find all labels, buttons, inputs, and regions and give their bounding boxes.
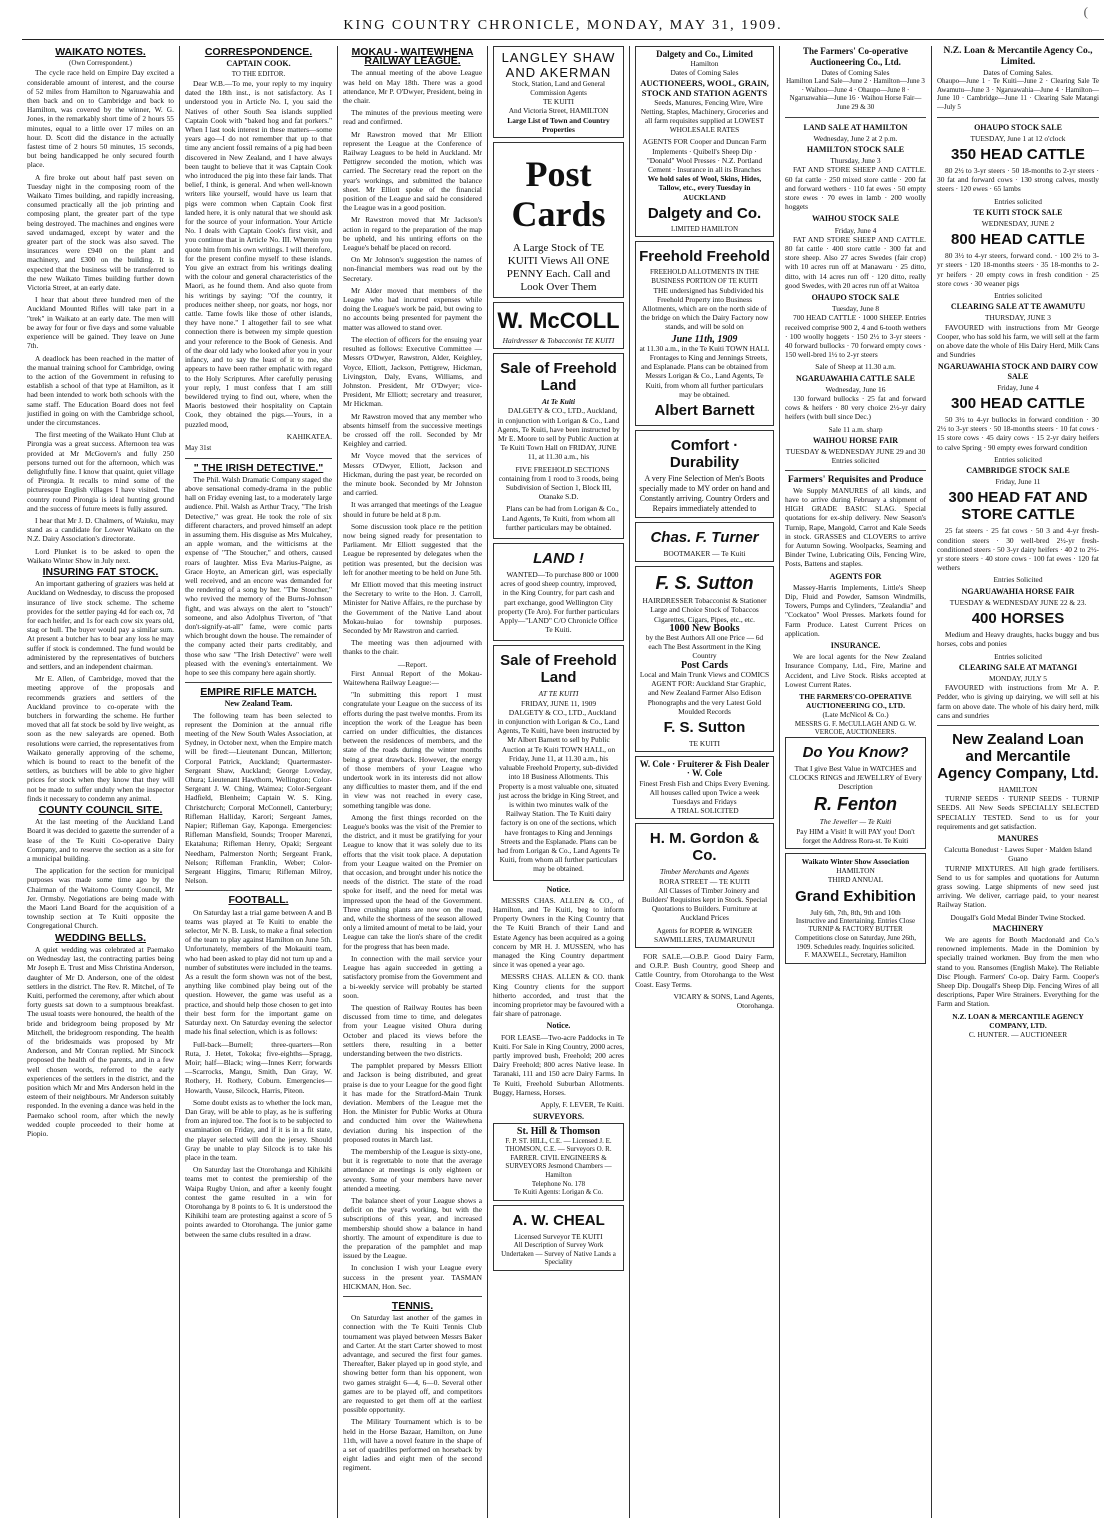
ad-text: Large List of Town and Country Properties: [507, 115, 610, 134]
divider: [185, 682, 332, 683]
paragraph: On Saturday last another of the games in connection with the Te Kuiti Tennis Club tournament was played between Messrs Baker and Carter. At the start Carter showed to most advantage, and secured the first four games. Thereafter, Baker played up in good style, and showing better form than his opponent, won two games straight 6—4, 6—0. Several other games are to be played off, and competitors are requested to get them off at the earliest possible opportunity.: [343, 1313, 482, 1415]
ad-text: FOR LEASE—Two-acre Paddocks in Te Kuiti. For Sale in King Country, 2000 acres, partly improved bush, Freehold; 200 acres Dairy Freehold; 800 acres Native lease. In Taranaki, 111 and 150 acre Dairy Farms. In Te Kuiti, Freehold Suburban Allotments. Buggy, Harness, Horses.: [493, 1032, 624, 1097]
paragraph: First Annual Report of the Mokau-Waitewhena Railway League:—: [343, 668, 482, 687]
ad-comfort-durability: [635, 430, 774, 518]
paragraph: Mr Rawstron moved that any member who absents himself from the successive meetings be crossed off the roll. Seconded by Mr Keighley and carried.: [343, 411, 482, 449]
paragraph: Among the first things recorded on the League's books was the visit of the Premier to the district, and it must be gratifying for your League to know that it was solely due to its efforts that the visit took place. A deputation from your League waited on the Premier on that occasion, and brought under his notice the needs of the district. The state of the road spoke for itself, and the need for metal was impressed upon the head of the Government. Three crushing plants are now on the road, and, while the shortness of the season allowed only a limited amount of metal to be laid, your League can take the lion's share of the credit for the progress that has been made.: [343, 812, 482, 951]
ad-title: W. Cole · Fruiterer & Fish Dealer · W. Cole: [639, 759, 770, 779]
ad-title: LANGLEY SHAW AND AKERMAN: [501, 50, 616, 80]
ad-text: MESSRS CHAS. ALLEN & CO. thank King Country clients for the support hitherto accorded, and trust that the incoming proprietor may be favoured with a fair share of patronage.: [493, 972, 624, 1019]
head-count: 350 HEAD CATTLE: [951, 145, 1085, 163]
ad-turner: [635, 522, 774, 562]
ad-langley-shaw: [493, 46, 624, 138]
ad-text: Wednesday, June 2 at 2 p.m.: [813, 133, 898, 143]
ad-title: R. Fenton: [814, 794, 897, 815]
paragraph: The cycle race held on Empire Day excited a considerable amount of interest, and the course of 52 miles from Hamilton to Ngaruawahia and then back and on to Cambridge and back to Hamilton, was covered by the winner, W. G. Jones, in the remarkably short time of 2 hours 55 minutes, equal to a little over 17 miles on an hour. D. Scott did the distance in the actually fastest time of 2 hours 50 minutes, 15 seconds, but being handicapped he only secured fourth place.: [27, 68, 174, 170]
ad-text: Medium and Heavy draughts, hacks buggy and bus horses, cobs and ponies: [937, 630, 1099, 649]
headline-tennis: TENNIS.: [391, 1300, 434, 1312]
ad-text: That I give Best Value in WATCHES and CLOCKS RINGS and JEWELLRY of Every Description: [789, 763, 922, 792]
ad-text: The Jeweller — Te Kuiti: [819, 817, 892, 827]
ad-fenton: [785, 737, 926, 849]
ad-text: We are agents for Booth Macdonald and Co.'s renowned implements. Made in the Dominion by specially trained workmen. Buy from the men who stand to you. Ransomes (English Make). The Reliable Disc Plough. Farmers' Co-op. Dairy Farm. Cooper's Sheep Dip. Dougall's Sheep Dip. Fencing Wires of all descriptions, Paper Wire Strainers. Everything for the Farm and Station.: [937, 934, 1099, 1009]
ad-text: (Late McNicol & Co.): [822, 710, 889, 720]
notice-heading: Notice.: [546, 884, 571, 894]
paragraph: Full-back—Burnell; three-quarters—Ron Ruta, J. Hetet, Tokoka; five-eighths—Spragg, Moir; half—Black; wing—Innes Kerr; forwards—Scarrocks, Mangu, Smith, Dan Gray, W. Rothery, H. Rothery, Coburn. Emergencies—Howarth, Vause, Silcock, Harris, Piteon.: [185, 1039, 332, 1095]
ad-text: F. MAXWELL, Secretary, Hamilton: [804, 951, 907, 960]
sale-heading: NGARUAWAHIA CATTLE SALE: [796, 373, 915, 383]
ad-text: LIMITED HAMILTON: [670, 224, 739, 233]
ad-text: TUESDAY, June 1 at 12 o'clock: [970, 133, 1066, 143]
ad-text: TE KUITI: [543, 97, 574, 107]
headline-railway-league: MOKAU - WAITEWHENA RAILWAY LEAGUE.: [351, 46, 474, 68]
paragraph: A quiet wedding was celebrated at Paemako on Wednesday last, the contracting parties being Mr Joseph E. Trust and Miss Christina Anderson, daughter of Mr D. Anderson, one of the oldest settlers in the district. The Rev. R. Mitchel, of Te Kuiti, performed the ceremony, after which about forty guests sat down to a sumptuous breakfast. The usual toasts were honoured, the health of the bride and bridegroom being proposed by Mr Mitchell, the bridegroom responding. The health of the bridesmaids was proposed by Mr Anderson, and Mr Conran replied. Mr Sincock proposed the health of the parents, and in a few well chosen words, referred to the early experiences of the settlers in the district, and the position which Mr and Mrs Anderson held in the esteem of their neighbours. Mr Anderson suitably responded. In the evening a dance was held in the Paemako school room, after which the newly wedded couple proceeded to their home at Piopio.: [27, 944, 174, 1138]
divider: [343, 1296, 482, 1297]
ad-text: Post Cards: [681, 659, 728, 671]
paragraph: "In submitting this report I must congratulate your League on the success of its efforts during the past twelve months. From its inception the work of the League has been carried on under difficulties, the distances between the residences of members, and the state of the roads during the winter months being a great drawback. However, the energy of those members of your League who undertook work in its interests did not allow any difficulties to master them, and if the end in view was not reached in every case, something tangible was done.: [343, 690, 482, 810]
sale-heading: CAMBRIDGE STOCK SALE: [966, 466, 1070, 476]
ad-text: FAT AND STORE SHEEP AND CATTLE. 80 fat cattle · 400 store cattle · 300 fat and store sheep. Also 27 acres Swedes (fair crop) with 10 acres run off at Manawaru · 25 ditto, ditto, with 14 acres run off · 120 ditto, really good Swedes, with 20 acres run off at Waitoa: [785, 234, 926, 290]
ad-text: AGENTS FOR Cooper and Duncan Farm Implements · Quibell's Sheep Dip · "Donald" Wool Presses · N.Z. Portland Cement · Insurance in all its Branches: [642, 137, 767, 175]
ad-text: Pay HIM a Visit! It will PAY you! Don't forget the Address Rora-st. Te Kuiti: [796, 826, 915, 845]
ad-title: Grand Exhibition: [795, 887, 916, 905]
ad-text: Plans can be had from Lorigan & Co., Land Agents, Te Kuiti, from whom all further particulars may be obtained.: [501, 504, 619, 532]
ad-text: TURNIP SEEDS · TURNIP SEEDS · TURNIP SEEDS. All New Seeds SPECIALLY SELECTED SPECIALLY TESTED. Send to us for your requirements and get satisfaction.: [937, 794, 1099, 831]
corner-mark: (: [1083, 4, 1088, 19]
paragraph: On Mr Johnson's suggestion the names of non-financial members was read out by the Secretary.: [343, 255, 482, 283]
ad-text: FREEHOLD ALLOTMENTS IN THE BUSINESS PORTION OF TE KUITI: [650, 268, 759, 286]
ad-title: N.Z. LOAN & MERCANTILE AGENCY COMPANY, LTD.: [952, 1011, 1084, 1030]
headline-football: FOOTBALL.: [228, 894, 289, 907]
ad-text: July 6th, 7th, 8th, 9th and 10th: [810, 907, 901, 917]
ad-title: The Farmers' Co-operative Auctioneering Co., Ltd.: [803, 46, 908, 67]
ad-title: Chas. F. Turner: [650, 529, 759, 547]
column-5: [630, 46, 780, 1518]
ad-title: Albert Barnett: [654, 402, 755, 420]
ad-text: Telephone No. 178: [531, 1179, 586, 1188]
ad-text: Sale 11 a.m. sharp: [828, 424, 883, 434]
ad-title: LAND !: [533, 550, 584, 568]
ad-text: Thursday, June 3: [830, 156, 881, 166]
masthead: KING COUNTRY CHRONICLE, MONDAY, MAY 31, 1909.: [22, 8, 1104, 40]
sale-heading: CLEARING SALE AT TE AWAMUTU: [950, 302, 1086, 312]
paragraph: The membership of the League is sixty-one, but it is regrettable to note that the average attendance at meetings is only eighteen or seventy. Some of your members have never attended a meeting.: [343, 1146, 482, 1193]
paragraph: The following team has been selected to represent the Dominion at the annual rifle meeting of the New South Wales Association, at Sydney, in October next, when the Empire match will be fired:—Lieutenant Duncan, Millerton; Corporal Patrick, Auckland; Quartermaster-Sergeant Shaw, Auckland; George Loveday, Ohura; Lieutenant Hawthorn, Wellington; Color-Sergeant J. W. Ching, Waimea; Color-Sergeant Hadfield, Blenheim; Captain W. S. King, Christchurch; Corporal McConnell, Canterbury; Rifleman Halliday, Karori; Sergeant James, Napier; Rifleman Gay, Kaponga. Emergencies: Rifleman Mansfield, Sounds; Trooper Marenzi, Ekatahuna; Rifleman Henry, Opaki; Sergeant Needham, Palmerston North; Sergeant Frank, Nelson; Rifleman Franklin, Weber; Color-Sergeant Higgins, Timaru; Rifleman Milroy, Nelson.: [185, 710, 332, 886]
paragraph: Some discussion took place re the petition now being signed ready for presentation to Parliament. Mr Elliott suggested that the League be represented by delegates when the petition was presented, but the decision was left for another meeting to be held on June 5th.: [343, 521, 482, 577]
sale-heading: LAND SALE AT HAMILTON: [803, 122, 908, 132]
ad-text: 80 2½ to 3-yr steers · 50 18-months to 2-yr steers · 30 fat and forward cows · 130 strong calves, mostly steers · 120 ewes · 65 lambs: [937, 165, 1099, 194]
ad-text: Hairdresser & Tobacconist TE KUITI: [502, 336, 615, 345]
ad-text: DALGETY & CO., LTD., Auckland in conjunction with Lorigan & Co., Land Agents, Te Kuiti, have been instructed by Mr Albert Barnett to sell by Public Auction at Te Kuiti TOWN HALL, on Friday, June 11, at 11.30 a.m., his valuable Freehold Property, sub-divided into 18 Business Allotments. This Property is a most valuable one, situated just across the bridge in King Street, and is within two minutes walk of the Railway Station. The Te Kuiti dairy factory is on one of the sections, which have frontages to King and Jennings Streets and the Esplanade. Plans can be had from Lorigan & Co., Land Agents Te Kuiti, from whom all further particulars may be obtained.: [497, 707, 620, 874]
ad-mccoll: [493, 302, 624, 349]
paragraph: Mr Voyce moved that the services of Messrs O'Dwyer, Elliott, Jackson and Hickman, during the past year, be recorded on the minute book. Seconded by Mr Johnston and carried.: [343, 451, 482, 498]
sale-heading: INSURANCE.: [830, 640, 881, 650]
ad-text: Calcutta Bonedust · Lawes Super · Malden Island Guano: [944, 845, 1092, 864]
ad-sutton: [635, 566, 774, 752]
ad-text: TE KUITI: [689, 738, 720, 748]
headline-wedding-bells: WEDDING BELLS.: [55, 931, 146, 944]
ad-text: by the Best Authors All one Price — 6d each The Best Assortment in the King Country: [645, 633, 764, 661]
ad-text: DALGETY & CO., LTD., Auckland, in conjunction with Lorigan & Co., Land Agents, Te Kuiti, have been instructed by Mr E. Moore to sell by Public Auction at Te Kuiti Town Hall on FRIDAY, JUNE 11, at 11.30 a.m., his: [497, 406, 620, 462]
head-count: 300 HEAD FAT AND STORE CATTLE: [948, 489, 1088, 524]
paragraph: The balance sheet of your League shows a deficit on the year's working, but with the subscriptions of this year, and increased membership should show a balance in hand shortly. The amount of expenditure is due to the preparation of the pamphlet and map issued by the League.: [343, 1195, 482, 1261]
signature: VICARY & SONS, Land Agents, Otorohanga.: [673, 991, 774, 1010]
head-count: 300 HEAD CATTLE: [951, 395, 1085, 413]
ad-text: June 11th, 1909: [671, 333, 738, 345]
ad-text: Entries solicited: [994, 196, 1042, 206]
ad-text: Agents for ROPER & WINGER SAWMILLERS, TAUMARUNUI: [654, 925, 755, 944]
ad-title: Dalgety and Co.: [647, 204, 762, 222]
paragraph: The application for the section for municipal purposes was made some time ago by the Chairman of the Waitomo County Council, Mr Jer. Ormsby. Negotiations are being made with the Maori Land Board for the acquisition of a township section at Te Kuiti opposite the Congregational Church.: [27, 866, 174, 931]
ad-text: 1000 New Books: [669, 622, 740, 634]
ad-text: HAMILTON: [998, 784, 1038, 794]
headline-correspondence: CORRESPONDENCE.: [204, 46, 313, 58]
ad-text: F. P. ST. HILL, C.E. — Licensed J. E. THOMSON, C.E. — Surveyors O. R. FARRER. CIVIL ENGINEERS & SURVEYORS Jesmond Chambers — Hamilton: [505, 1136, 612, 1179]
ad-title: Farmers' Requisites and Produce: [787, 475, 924, 486]
divider: [785, 117, 926, 118]
ad-text: Licensed Surveyor TE KUITI: [514, 1231, 603, 1241]
headline-rifle-match: EMPIRE RIFLE MATCH.: [200, 686, 317, 699]
ad-text: AUCTIONEERS, WOOL, GRAIN, STOCK AND STATION AGENTS: [640, 77, 769, 98]
ad-cheal: [493, 1205, 624, 1271]
divider: [937, 725, 1099, 726]
ad-text: We Supply MANURES of all kinds, and have to arrive during February a shipment of HIGH GRADE BASIC SLAG. Special quotations for ex-ship delivery. New Season's Turnip, Rape, Mangold, Carrot and Kale Seeds in stock. GRASSES and CLOVERS to arrive for Autumn Sowing. Woolpacks, Seaming and Binder Twine, Lubricating Oils, Fencing Wire, Posts, Battens and staples.: [785, 485, 926, 569]
ad-text: 130 forward bullocks · 25 fat and forward cows & heifers · 80 very choice 2½-yr dairy heifers (with bull since Dec.): [785, 394, 926, 422]
paragraph: The meeting was then adjourned with thanks to the chair.: [343, 638, 482, 657]
ad-text: Hamilton: [690, 59, 719, 69]
salutation: TO THE EDITOR.: [231, 70, 286, 79]
subheading: CAPTAIN COOK.: [226, 59, 291, 69]
ad-text: Friday, June 4: [834, 225, 877, 235]
sale-heading: NGARUAWAHIA STOCK AND DAIRY COW SALE: [937, 362, 1099, 381]
paragraph: Mr Alder moved that members of the League who had incurred expenses while doing the League's work be paid, but owing to no accounts being presented for payment the matter was allowed to stand over.: [343, 285, 482, 332]
ad-title: N.Z. Loan & Mercantile Agency Co., Limited.: [943, 46, 1093, 67]
sale-heading: MACHINERY: [992, 923, 1044, 933]
letter-date: May 31st: [185, 443, 212, 452]
ad-text: Local and Main Trunk Views and COMICS: [639, 669, 770, 679]
ad-text: THIRD ANNUAL: [827, 875, 884, 885]
ad-text: FAVOURED with instructions from Mr A. P. Pedder, who is giving up dairying, we will sell at his farm on above date. The whole of his dairy herd, milk cans and sundries: [937, 683, 1099, 720]
ad-text: RORA STREET — TE KUITI: [659, 876, 750, 886]
ad-text: FIVE FREEHOLD SECTIONS containing from 1 rood to 3 roods, being Subdivision of Section 1, Block III, Otanake S.D.: [498, 464, 619, 502]
ad-text: MESSRS CHAS. ALLEN & CO., of Hamilton, and Te Kuiti, beg to inform Property Owners in the King Country that the Te Kuiti Branch of their Land and Estate Agency has been acquired as a going concern by MR H. J. MUSSEN, who has managed the King Country department since it was opened a year ago.: [493, 895, 624, 970]
column-3: [338, 46, 488, 1518]
sale-heading: MANURES: [997, 833, 1039, 843]
paragraph: A deadlock has been reached in the matter of the manual training school for Cambridge, owing to the action of the Government in refusing to establish a school of that type at Hamilton, as it had been intended to work both schools with the same staff. The Education Board does not feel justified in going on with the Cambridge school, under the circumstances.: [27, 353, 174, 427]
ad-text: All Classes of Timber Joinery and Builders' Requisites kept in Stock. Special Quotations to Builders. Furniture at Auckland Prices: [641, 885, 768, 923]
ad-text: TURNIP MIXTURES. All high grade fertilisers. Send to us for samples and quotations for Autumn grass sowing. Large shipments of new seed just arriving. We deliver, carriage paid, to your nearest Railway Station.: [937, 863, 1099, 910]
ad-text: MESSRS G. F. McCULLAGH AND G. W. VERCOE, AUCTIONEERS.: [794, 719, 917, 737]
byline: (Own Correspondent.): [69, 59, 132, 68]
paragraph: I hear that Mr J. D. Chalmers, of Waiuku, may stand as a candidate for Lower Waikato on the N.Z. Dairy Association's directorate.: [27, 515, 174, 544]
paragraph: In conclusion I wish your League every success in the present year. TASMAN HICKMAN, Hon. Sec.: [343, 1263, 482, 1291]
paragraph: A fire broke out about half past seven on Tuesday night in the composing room of the Waikato Times building, and rapidly increasing, consumed practically all the job printing and composing plant, the greater part of the type being destroyed. The machines and engines were saved undamaged, except by water and the greater part of the stock was also saved. The insurances were £940 on the plant and machinery, and £300 on the building. It is expected that the business will be transferred to the new Waikato Times building further down Victoria Street, at an early date.: [27, 172, 174, 293]
ad-freehold-allotments: [635, 241, 774, 426]
column-7: [932, 46, 1104, 1518]
ad-text: FRIDAY, JUNE 11, 1909: [520, 698, 597, 708]
sale-heading: OHAUPO STOCK SALE: [974, 122, 1062, 132]
signature: KAHIKATEA.: [286, 431, 332, 441]
ad-text: All Description of Survey Work Undertaken — Survey of Native Lands a Speciality: [501, 1240, 616, 1267]
ad-text: 50 3½ to 4-yr bullocks in forward condition · 30 2½ to 3-yr steers · 50 18-months steers · 10 fat cows · 15 store cows · 45 dairy cows · 15 2-yr dairy heifers to calve Spring · 90 empty ewes forward condition: [937, 415, 1099, 452]
ad-text: At Te Kuiti: [542, 397, 575, 407]
sale-heading: TE KUITI STOCK SALE: [973, 207, 1063, 217]
sale-heading: WAIHOU STOCK SALE: [812, 214, 899, 224]
ad-text: 700 HEAD CATTLE · 1000 SHEEP. Entries received comprise 900 2, 4 and 6-tooth wethers · 100 woolly hoggets · 150 2½ to 3-yr steers · 40 forward bullocks · 70 forward empty cows · 150 well-bred 1½ to 2-yr steers: [785, 313, 926, 360]
ad-freehold-land: [493, 353, 624, 539]
paragraph: Mr Elliott moved that this meeting instruct the Secretary to write to the Hon. J. Carroll, Minister for Native Affairs, re the purchase by the Government of the Native Land about Mokau-huiao for township purposes. Seconded by Mr Rawstron and carried.: [343, 579, 482, 635]
paragraph: On Saturday last a trial game between A and B teams was played at Te Kuiti to enable the selector, Mr N. B. Lusk, to make a final selection of the team to play against Hamilton on June 5th. Unfortunately, members of the Mokauiti team, who had been asked to play did not turn up and a number of substitutes were included in the teams. As a result the form shown was not of the best, anything like combined play being out of the question. However, the game was useful as a practice, and should help those chosen to get into their best form for the important game on Saturday next. On Saturday evening the selector made his final selection, which is as follows:: [185, 907, 332, 1037]
ad-text: Entries solicited: [994, 454, 1042, 464]
ad-title: Sale of Freehold Land: [500, 652, 617, 687]
ad-text: Ohaupo—June 1 · Te Kuiti—June 2 · Clearing Sale Te Awamutu—June 3 · Ngaruawahia—June 4 · Hamilton—June 10 · Cambridge—June 11 · Clearing Sale Matangi—July 5: [937, 77, 1099, 111]
sale-heading: HAMILTON STOCK SALE: [806, 144, 905, 154]
columns: [22, 46, 1104, 1518]
headline-council-site: COUNTY COUNCIL SITE.: [38, 804, 163, 817]
ad-text: HAMILTON: [836, 866, 875, 876]
ad-text: BOOTMAKER — Te Kuiti: [663, 549, 746, 559]
paragraph: An important gathering of graziers was held at Auckland on Wednesday, to discuss the proposed insurance of live stock scheme. The scheme provides for the settler paying 4d for each ox, 7d for each heifer, and 1s for each cow six years old, stag or bull. The buyer would pay a similar sum. At present a butcher has to bear any loss he may suffer if stock is condemned. The fund would be administered by the representatives of butchers and settlers, and an independent chairman.: [27, 579, 174, 671]
ad-text: Entries solicited: [994, 651, 1042, 661]
ad-text: A TRIAL SOLICITED: [670, 806, 739, 816]
ad-title: A. W. CHEAL: [512, 1211, 605, 1229]
ad-text: Sale of Sheep at 11.30 a.m.: [815, 362, 896, 372]
ad-cole: [635, 756, 774, 819]
ad-text: TUESDAY & WEDNESDAY JUNE 29 and 30: [785, 447, 926, 457]
ad-text: at 11.30 a.m., in the Te Kuiti TOWN HALL: [639, 343, 770, 353]
paragraph: At the last meeting of the Auckland Land Board it was decided to gazette the surrender of a lease of the Te Kuiti Co-operative Dairy Company, and to reserve the section as a site for a municipal building.: [27, 817, 174, 864]
paragraph: Lord Plunket is to be asked to open the Waikato Winter Show in July next.: [27, 546, 174, 565]
ad-text: 80 3½ to 4-yr steers, forward cond. · 100 2½ to 3-yr steers · 120 18-months steers · 35 18-months to 2-yr heifers · 20 empty cows in fresh condition · 25 store cows · 30 weaner pigs: [937, 251, 1099, 288]
ad-text: We are local agents for the New Zealand Insurance Company, Ltd., Fire, Marine and Accident, and Live Stock. Risks accepted at Lowest Current Rates.: [785, 652, 926, 689]
ad-text: MONDAY, JULY 5: [989, 673, 1047, 683]
ad-text: And Victoria Street, HAMILTON: [508, 106, 609, 116]
paragraph: The Phil. Walsh Dramatic Company staged the above sensational comedy-drama in the public hall on Friday evening last, to a moderately large audience. Phil. Walsh as Arthur Tracy, "The Irish Detective," was great. He took the role of six different characters, and proved himself an adept in assuming them. His disguise as Mrs Mulcahey, an apple woman, and the witticisms at the expense of "The Stoucher," and others, caused roars of laughter. Miss Eva Marius-Paigne, as Grace Hoyte, an American girl, was especially well received, and an encore was demanded for the rendering of a song by her. "The Stoucher," who revived the memory of the Burns-Johnson fight, and was always on the alert to "stouch" someone, and also Adolphus Tiverton, of "that don't-signify-at-all" fame, were comic parts which brought down the house. The remainder of the company acted their parts creditably, and those who saw "The Irish Detective" were well pleased with the evening's entertainment. We hope to see this company here again shortly.: [185, 474, 332, 677]
ad-title: Post Cards: [511, 154, 606, 234]
ad-text: Tuesday, June 8: [831, 304, 880, 314]
headline-fat-stock: INSURING FAT STOCK.: [42, 565, 159, 578]
ad-title: THE FARMERS'CO-OPERATIVE AUCTIONEERING CO., LTD.: [799, 691, 912, 711]
ad-winter-show: [785, 853, 926, 964]
paragraph: Some doubt exists as to whether the lock man, Dan Gray, will be able to play, as he is suffering from an injured toe. The foot is to be subjected to examination on Friday, and if it is in a fit state, the player selected will don the jersey. Should Gray be unable to play Silcock is to take his place in the team.: [185, 1097, 332, 1162]
ad-text: Dougall's Gold Medal Binder Twine Stocked.: [950, 912, 1086, 922]
ad-text: Frontages to King and Jennings Streets, and Esplanade. Plans can be obtained from Messrs Lorigan & Co., Land Agents, Te Kuiti, from whom all further particulars may be obtained.: [640, 353, 769, 399]
ad-text: AT TE KUITI: [538, 689, 579, 699]
divider: [785, 470, 926, 471]
paragraph: The first meeting of the Waikato Hunt Club at Pirongia was a great success. Afternoon tea was provided at Mr McGovern's and fully 250 persons turned out for the afternoon, which was delightfully fine. I know that quaint, quiet village of Pirongia. It recalls to mind some of the picturesque English villages I have visited. The country round Pirongia is ideal hunting ground and the success of future meets is fully assured.: [27, 430, 174, 513]
sale-heading: AGENTS FOR: [829, 571, 882, 581]
ad-text: WANTED—To purchase 800 or 1000 acres of good sheep country, improved, in the King Country, for part cash and part exchange, good Wellington City property (Te Aro). For further particulars Apply—"LAND" C/O Chronicle Office Te Kuiti.: [498, 570, 619, 635]
ad-text: Massey-Harris Implements, Little's Sheep Dip, Fluid and Powder, Samson Windmills, Towers, Pumps and Cylinders, "Zealandia" and "Cockatoo" Wool Presses. Markets found for Farm Produce. Latest Current Prices on application.: [785, 582, 926, 638]
ad-text: Te Kuiti Agents: Lorigan & Co.: [514, 1188, 603, 1197]
notice-heading: SURVEYORS.: [532, 1112, 585, 1122]
sale-heading: NGARUAWAHIA HORSE FAIR: [961, 586, 1075, 596]
headline-waikato-notes: WAIKATO NOTES.: [55, 46, 146, 58]
paragraph: I hear that about three hundred men of the Auckland Mounted Rifles will take part in a "trek" in Waikato at an early date. The men will be away for four or five days and some valuable experience will be gained. They leave on June 7th.: [27, 295, 174, 351]
ad-title: F. S. Sutton: [655, 573, 754, 594]
ad-text: Stock, Station, Land and General Commission Agents: [512, 80, 605, 97]
paragraph: The annual meeting of the above League was held on May 18th. There was a good attendance, Mr P. O'Dwyer, President, being in the chair.: [343, 68, 482, 106]
ad-text: FOR SALE.—O.B.P. Good Dairy Farm, and O.R.P. Bush Country, good Sheep and Cattle Country, from Otorohanga to the West Coast. Easy Terms.: [635, 951, 774, 989]
ad-text: Instructive and Entertaining. Entries Close TURNIP & FACTORY BUTTER Competitions close on Saturday, June 26th, 1909. Schedules ready. Inquiries solicited.: [794, 916, 917, 951]
ad-text: Finest Fresh Fish and Chips Every Evening. All houses called upon Twice a week Tuesdays and Fridays: [639, 778, 770, 806]
ad-title: F. S. Sutton: [663, 718, 746, 736]
paragraph: In connection with the mail service your League has again succeeded in getting a satisfactory promise from the Government and a bi-weekly service will probably be started soon.: [343, 953, 482, 1000]
sale-heading: CLEARING SALE AT MATANGI: [958, 662, 1078, 672]
paragraph: The question of Railway Routes has been discussed from time to time, and delegates from your League visited Ohura during October and placed its views before the settlers there, resulting in a better understanding between the two districts.: [343, 1002, 482, 1058]
ad-title: Sale of Freehold Land: [500, 360, 617, 395]
paragraph: The pamphlet prepared by Messrs Elliott and Jackson is being distributed, and great praise is due to your League for the good fight it has made for the Stratford-Main Trunk deviation. Members of the League met the Hon. the Minister for Public Works at Ohura and conducted him over the Waitewhena deviation during his inspection of the proposed routes in March last.: [343, 1061, 482, 1144]
ad-text: THURSDAY, JUNE 3: [985, 313, 1051, 323]
paragraph: Mr Rawstron moved that Mr Elliott represent the League at the Conference of Railway Leagues to be held in Auckland. Mr Pettigrew seconded the motion, which was carried. The Secretary read the report on the year's workings, and submitted the balance sheet. Mr Elliott spoke of the financial position of the League and said he considered the League was in a good position.: [343, 129, 482, 213]
paragraph: The Military Tournament which is to be held in the Horse Bazaar, Hamilton, on June 11th, will have a novel feature in the shape of a set of quadrilles performed on horseback by eight ladies and eight men of the second regiment.: [343, 1417, 482, 1473]
ad-title: New Zealand Loan and Mercantile Agency Company, Ltd.: [937, 730, 1099, 782]
ad-text: Friday, June 11: [995, 477, 1041, 487]
ad-text: Friday, June 4: [997, 382, 1039, 392]
paragraph: It was arranged that meetings of the League should in future be held at 8 p.m.: [343, 500, 482, 519]
ad-text: A Large Stock of TE KUITI Views All ONE PENNY Each. Call and Look Over Them: [506, 242, 611, 293]
ad-text: Entries solicited: [831, 456, 880, 466]
ad-st-hill-thomson: [493, 1123, 624, 1200]
column-4: [488, 46, 630, 1518]
ad-text: Seeds, Manures, Fencing Wire, Wire Netting, Staples, Machinery, Groceries and all farm requisites supplied at LOWEST WHOLESALE RATES: [640, 97, 769, 135]
ad-title: Waikato Winter Show Association: [801, 856, 910, 866]
paragraph: The minutes of the previous meeting were read and confirmed.: [343, 108, 482, 127]
ad-text: Dates of Coming Sales: [670, 68, 739, 78]
notice-heading: Notice.: [546, 1021, 571, 1031]
ad-land-wanted: [493, 543, 624, 641]
ad-text: Dates of Coming Sales.: [983, 68, 1053, 77]
ad-text: THE undersigned has Subdivided his Freehold Property into Business Allotments, which are on the north side of the bridge on which the Dairy Factory now stands, and will be sold on: [640, 285, 769, 332]
ad-freehold-land-2: [493, 645, 624, 880]
ad-gordon: [635, 823, 774, 948]
ad-text: 25 fat steers · 25 fat cows · 50 3 and 4-yr fresh-condition steers · 30 well-bred 2½-yr fresh-conditioned steers · 50 3-yr dairy heifers · 40 2 to 2½-yr store steers · 40 store cows · 100 fat ewes · 120 fat wethers: [937, 526, 1099, 573]
ad-title: St. Hill & Thomson: [516, 1126, 601, 1138]
paragraph: The election of officers for the ensuing year resulted as follows: Executive Committee — Messrs O'Dwyer, Rawstron, Alder, Keighley, Voyce, Elliott, Jackson, Pettigrew, Hickman, Livingston, Daly, Evans, Williams, and Johnston. President, Mr O'Dwyer; vice-President, Mr Elliott; secretary and treasurer, Mr Hickman.: [343, 334, 482, 409]
ad-text: Hamilton Land Sale—June 2 · Hamilton—June 3 · Waihou—June 4 · Ohaupo—June 8 · Ngaruawahia—June 16 · Waihou Horse Fair—June 29 & 30: [786, 77, 925, 111]
column-1: [22, 46, 180, 1518]
headline-irish-detective: " THE IRISH DETECTIVE.": [193, 461, 324, 474]
ad-title: Dalgety and Co., Limited: [656, 49, 753, 59]
column-6: [780, 46, 932, 1518]
ad-title: W. McCOLL: [497, 308, 620, 333]
sale-heading: OHAUPO STOCK SALE: [811, 293, 900, 303]
signature: Apply, F. LEVER, Te Kuiti.: [540, 1100, 624, 1109]
ad-text: Dates of Coming Sales: [821, 68, 890, 77]
head-count: 400 HORSES: [971, 610, 1065, 628]
ad-text: Entries solicited: [994, 291, 1042, 301]
ad-text: A very Fine Selection of Men's Boots specially made to MY order on hand and Constantly arriving. Country Orders and Repairs immediately attended to: [639, 474, 770, 514]
ad-text: C. HUNTER. — AUCTIONEER: [968, 1030, 1068, 1039]
paragraph: Dear W.B.—To me, your reply to my inquiry dated the 18th inst., is not satisfactory. As I understood you in Article No. I, you said the Natives of other South Sea islands supplied Captain Cook with "baked hog and fat porkers." When I last took interest in these matters—some years ago—I do not remember that up to that time any ancient fossil remains of a pig had been discovered in New Zealand, and I have always been taught to believe that it was Captain Cook who introduced the pig into these fair lands. That belief, I think, is general. And when well-known writers like yourself, would have us learn that pigs were common when Captain Cook first landed here, it is only natural that we should ask for the source of your information. Your Article No. I deals with Captain Cook's first visit, and you continue that in Article No. III. Wherein you quote him from his own writings. I will therefore, for the present confine myself to these islands. You give an extract from his writings dealing with the colour and general characteristics of the Maori, as he found them. And also quote from his writings by saying: "Of the country, it produces neither sheep, nor goats, nor hogs, nor cattle. Tame fowls like those of other islands, they have none." I altogether fail to see what connection there is between my simple question and your reference to the Book of Genesis. And of the dear old lady who looked after you in your infancy, and to say the least of it to me, she appears to have been rather emphatic with regard to the Holy Scriptures. After carefully perusing your reply, I must confess that I am still bewildered trying to find out, where, when the Maoris bestowed their hospitality on Captain Cook, they obtained the pigs.—Yours, in a puzzled mood,: [185, 79, 332, 429]
ad-text: Wednesday, June 16: [825, 384, 886, 394]
divider: [185, 890, 332, 891]
paragraph: Mr Rawstron moved that Mr Jackson's action in regard to the preparation of the map be upheld, and his untiring efforts on the League's behalf be placed on record.: [343, 215, 482, 253]
ad-post-cards: [493, 142, 624, 298]
ad-text: We hold sales of Wool, Skins, Hides, Tallow, etc., every Tuesday in AUCKLAND: [647, 174, 762, 202]
ad-title: Comfort · Durability: [669, 437, 740, 472]
ad-text: Timber Merchants and Agents: [660, 867, 749, 877]
ad-dalgety: [635, 46, 774, 237]
ad-title: Do You Know?: [802, 743, 909, 761]
divider: [185, 458, 332, 459]
ad-title: Freehold Freehold: [639, 248, 770, 266]
head-count: 800 HEAD CATTLE: [951, 231, 1085, 249]
report-heading: —Report.: [397, 659, 428, 669]
ad-text: WEDNESDAY, JUNE 2: [981, 219, 1055, 228]
paragraph: Mr E. Allen, of Cambridge, moved that the meeting approve of the proposals and recommends graziers and settlers of the Auckland province to co-operate with the butchers in forwarding the scheme. He further moved that all fat stock be sold by live weight, as soon as the new saleyards are opened. Both resolutions were carried, the representatives from Waikato generally approving of the scheme, which is bound to react to the benefit of the settlers, as butchers will be able to give higher prices for stock when they know that they will not be made to suffer unduly when the inspector finds it necessary to condemn any animal.: [27, 674, 174, 803]
ad-text: TUESDAY & WEDNESDAY JUNE 22 & 23.: [949, 597, 1087, 607]
paragraph: On Saturday last the Otorohanga and Kihikihi teams met to contest the premiership of the Waipa Rugby Union, and after a keenly fought contest the game resulted in a win for Otorohanga by 8 points to 6. It is understood the Kihikihi team are protesting against a score of 5 points awarded to Otorohanga. The junior game between the same clubs resulted in a draw.: [185, 1165, 332, 1239]
ad-text: FAT AND STORE SHEEP AND CATTLE. 60 fat cattle · 250 mixed store cattle · 200 fat and forward wethers · 110 fat ewes · 50 empty store ewes · 70 ewes in lamb · 200 woolly hoggets: [785, 165, 926, 212]
subheading: New Zealand Team.: [224, 699, 293, 709]
ad-text: HAIRDRESSER Tobacconist & Stationer: [642, 596, 767, 606]
ad-title: H. M. Gordon & Co.: [649, 830, 760, 865]
ad-text: AGENT FOR: Auckland Star Graphic, and New Zealand Farmer Also Edison Phonographs and the very Latest Gold Moulded Records: [647, 679, 766, 716]
divider: [937, 117, 1099, 118]
ad-text: FAVOURED with instructions from Mr George Cooper, who has sold his farm, we will sell at the farm on above date the whole of His Dairy Herd, Milk Cans and Sundries: [937, 322, 1099, 360]
sale-heading: WAIHOU HORSE FAIR: [812, 435, 899, 445]
column-2: [180, 46, 338, 1518]
ad-text: Large and Choice Stock of Tobaccos Cigarettes, Cigars, Pipes, etc., etc.: [650, 605, 759, 624]
ad-text: Entries Solicited: [993, 575, 1043, 585]
